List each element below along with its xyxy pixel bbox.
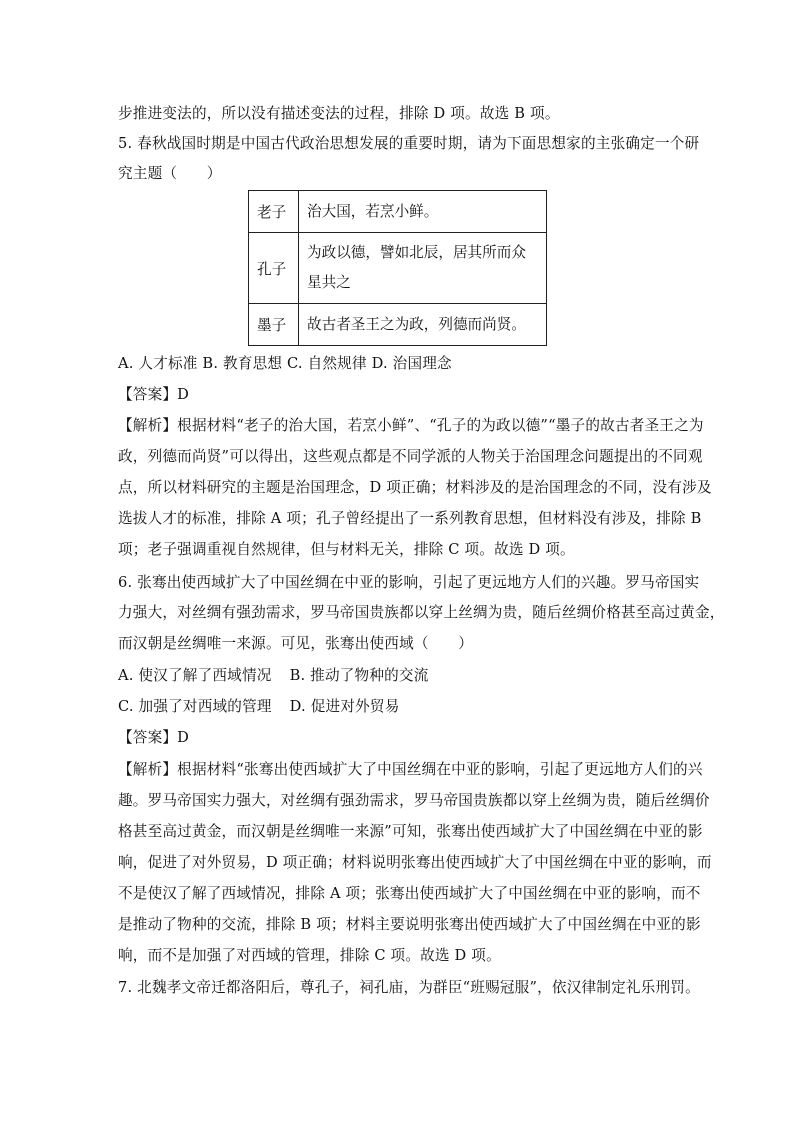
option-a: A. 使汉了解了西域情况 xyxy=(118,667,272,684)
answer-label: 【答案】D xyxy=(118,386,190,403)
table-row xyxy=(249,233,547,304)
thinker-table xyxy=(248,190,547,346)
question-7-stem: 7. 北魏孝文帝迁都洛阳后，尊孔子，祠孔庙，为群臣“班赐冠服”，依汉律制定礼乐刑罚。 xyxy=(118,979,700,996)
analysis-line: 不是使汉了解了西域情况，排除 A 项；张骞出使西域扩大了中国丝绸在中亚的影响，而不 xyxy=(118,885,701,902)
analysis-line: 响，促进了对外贸易，D 项正确；材料说明张骞出使西域扩大了中国丝绸在中亚的影响，而 xyxy=(118,854,712,871)
thinker-quote: 故古者圣王之为政，列德而尚贤。 xyxy=(299,304,547,346)
table-row xyxy=(249,191,547,233)
question-5-stem: 究主题（ ） xyxy=(118,165,222,182)
analysis-line: 【解析】根据材料“张骞出使西域扩大了中国丝绸在中亚的影响，引起了更远地方人们的兴 xyxy=(118,761,703,778)
analysis-line: 响，而不是加强了对西域的管理，排除 C 项。故选 D 项。 xyxy=(118,947,501,964)
option-b: B. 推动了物种的交流 xyxy=(289,667,429,684)
question-6-stem: 力强大，对丝绸有强劲需求，罗马帝国贵族都以穿上丝绸为贵，随后丝绸价格甚至高过黄金， xyxy=(118,604,725,621)
thinker-name: 孔子 xyxy=(249,233,299,304)
thinker-name: 老子 xyxy=(249,191,299,233)
thinker-name: 墨子 xyxy=(249,304,299,346)
question-6-stem: 6. 张骞出使西域扩大了中国丝绸在中亚的影响，引起了更远地方人们的兴趣。罗马帝国实 xyxy=(118,574,700,591)
option-c: C. 加强了对西域的管理 xyxy=(118,698,272,715)
analysis-line: 政，列德而尚贤”可以得出，这些观点都是不同学派的人物关于治国理念问题提出的不同观 xyxy=(118,448,703,465)
analysis-line: 项；老子强调重视自然规律，但与材料无关，排除 C 项。故选 D 项。 xyxy=(118,541,575,558)
question-5-stem: 5. 春秋战国时期是中国古代政治思想发展的重要时期，请为下面思想家的主张确定一个研 xyxy=(118,135,700,152)
option-d: D. 促进对外贸易 xyxy=(289,698,400,715)
analysis-line: 格甚至高过黄金，而汉朝是丝绸唯一来源”可知，张骞出使西域扩大了中国丝绸在中亚的影 xyxy=(118,823,703,840)
analysis-line: 【解析】根据材料“老子的治大国，若烹小鲜”、“孔子的为政以德”“墨子的故古者圣王之为 xyxy=(118,417,704,434)
answer-label: 【答案】D xyxy=(118,729,190,746)
question-5-options: A. 人才标准 B. 教育思想 C. 自然规律 D. 治国理念 xyxy=(118,355,452,372)
table-row xyxy=(249,304,547,346)
analysis-line: 趣。罗马帝国实力强大，对丝绸有强劲需求，罗马帝国贵族都以穿上丝绸为贵，随后丝绸价 xyxy=(118,792,710,809)
question-6-options xyxy=(118,697,400,717)
thinker-quote: 治大国，若烹小鲜。 xyxy=(299,191,547,233)
analysis-line: 是推动了物种的交流，排除 B 项；材料主要说明张骞出使西域扩大了中国丝绸在中亚的影 xyxy=(118,916,701,933)
question-6-options xyxy=(118,666,429,686)
analysis-line: 点，所以材料研究的主题是治国理念，D 项正确；材料涉及的是治国理念的不同，没有涉及 xyxy=(118,479,712,496)
text-line: 步推进变法的，所以没有描述变法的过程，排除 D 项。故选 B 项。 xyxy=(118,105,560,122)
analysis-line: 选拔人才的标准，排除 A 项；孔子曾经提出了一系列教育思想，但材料没有涉及，排除 B xyxy=(118,510,702,527)
question-6-stem: 而汉朝是丝绸唯一来源。可见，张骞出使西域（ ） xyxy=(118,635,474,652)
thinker-quote: 为政以德，譬如北辰，居其所而众星共之 xyxy=(299,233,547,304)
